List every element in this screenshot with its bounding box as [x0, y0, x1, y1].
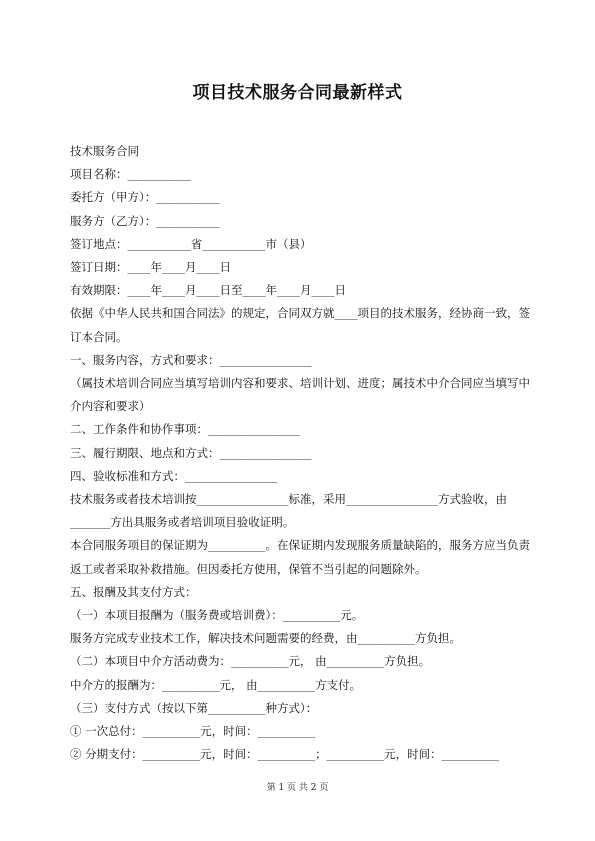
acceptance-paragraph: 技术服务或者技术培训按________________标准，采用________________方式验收，由_______方出具服务或者培训项目验收证明。	[70, 492, 507, 530]
section-1-note: （属技术培训合同应当填写培训内容和要求、培训计划、进度；属技术中介合同应当填写中介内容和要求）	[70, 376, 530, 414]
payment-item-1: （一）本项目报酬为（服务费或培训费）：__________元。	[70, 608, 364, 623]
section-5-payment: 五、报酬及其支付方式：	[70, 584, 197, 599]
payment-item-3: （三）支付方式（按以下第__________种方式）：	[70, 700, 318, 715]
payment-expense-line: 服务方完成专业技术工作，解决技术问题需要的经费，由__________方负担。	[70, 631, 461, 646]
validity-period-field: 有效期限：____年____月____日至____年____月____日	[70, 283, 346, 298]
intermediary-fee-line: 中介方的报酬为：__________元， 由__________方支付。	[70, 677, 362, 692]
signing-date-field: 签订日期：____年____月____日	[70, 260, 231, 275]
signing-location-field: 签订地点：___________省___________市（县）	[70, 236, 312, 251]
installment-payment-line: ② 分期支付：__________元，时间：__________；__________元，时间：__________	[70, 747, 500, 762]
warranty-paragraph: 本合同服务项目的保证期为__________。在保证期内发现服务质量缺陷的，服务方应当负责返工或者采取补救措施。但因委托方使用，保管不当引起的问题除外。	[70, 538, 530, 576]
legal-basis-paragraph: 依据《中华人民共和国合同法》的规定，合同双方就____项目的技术服务，经协商一致，签订本合同。	[70, 306, 530, 344]
section-2-work-conditions: 二、工作条件和协作事项：________________	[70, 422, 300, 437]
lump-sum-payment-line: ① 一次总付：__________元，时间：__________	[70, 724, 316, 739]
page-number: 第 1 页 共 2 页	[266, 783, 329, 793]
client-party-field: 委托方（甲方）：___________	[70, 190, 220, 205]
project-name-field: 项目名称：___________	[70, 167, 191, 182]
service-party-field: 服务方（乙方）：___________	[70, 213, 220, 228]
contract-heading: 技术服务合同	[70, 144, 139, 158]
contract-body	[70, 140, 530, 766]
payment-item-2: （二）本项目中介方活动费为：__________元， 由__________方负担。	[70, 654, 431, 669]
section-1-service-content: 一、服务内容，方式和要求：________________	[70, 352, 312, 367]
section-4-acceptance-criteria: 四、验收标准和方式：________________	[70, 468, 277, 483]
section-3-performance-terms: 三、履行期限、地点和方式：________________	[70, 445, 312, 460]
document-title: 项目技术服务合同最新样式	[192, 83, 403, 103]
